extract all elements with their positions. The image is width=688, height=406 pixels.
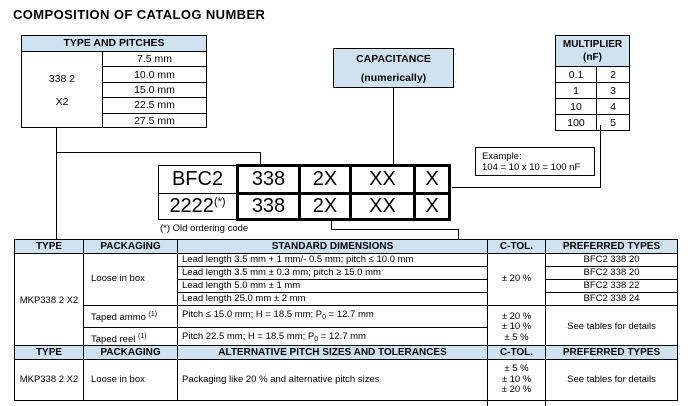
- table2-header-row: [15, 346, 678, 360]
- preferred-type: BFC2 338 20: [546, 254, 678, 267]
- pitch-item: 10.0 mm: [103, 67, 206, 82]
- col-header-standard-dimensions: STANDARD DIMENSIONS: [178, 240, 488, 254]
- col-header-packaging: PACKAGING: [84, 346, 178, 360]
- connector-multiplier-h: [452, 187, 601, 188]
- multiplier-code: 4: [610, 100, 616, 113]
- connector-capacitance: [393, 88, 394, 165]
- packaging-loose: Loose in box: [84, 360, 178, 401]
- type-cell: [22, 52, 103, 128]
- page-title: COMPOSITION OF CATALOG NUMBER: [13, 7, 266, 22]
- pitch-item: 7.5 mm: [103, 52, 206, 67]
- type-and-pitches-box: [21, 35, 207, 128]
- col-header-preferred-types: PREFERRED TYPES: [546, 346, 678, 360]
- col-header-preferred-types: PREFERRED TYPES: [546, 240, 678, 254]
- catalog-series: 338: [238, 166, 300, 194]
- footnote-ref: (1): [148, 310, 158, 318]
- multiplier-value: 1: [556, 83, 597, 98]
- dimension-value: Pitch ≤ 15.0 mm; H = 18.5 mm; $P_0 = 12.7$ mm: [178, 306, 488, 328]
- col-header-ctol: C-TOL.: [488, 240, 546, 254]
- table1-header-row: [15, 240, 678, 254]
- multiplier-row: [556, 83, 629, 99]
- catalog-multiplier-code: X: [415, 166, 450, 194]
- connector-type-to-table: [56, 128, 57, 239]
- old-code-asterisk: (*): [213, 196, 226, 208]
- multiplier-header-line1: MULTIPLIER: [562, 39, 623, 50]
- dimension-value: Lead length 5.0 mm ± 1 mm: [178, 280, 488, 293]
- multiplier-code: 3: [610, 84, 616, 97]
- pitch-list: [103, 52, 206, 128]
- catalog-multiplier-code: X: [415, 194, 450, 220]
- footnote-ref: (1): [138, 332, 147, 340]
- catalog-prefix-new: BFC2: [159, 166, 238, 194]
- catalog-capacitance-code: XX: [351, 166, 415, 194]
- multiplier-row: [556, 99, 629, 115]
- catalog-row-old: [159, 194, 450, 220]
- pitch-item: 27.5 mm: [134, 114, 175, 127]
- table-row: [15, 254, 678, 267]
- example-box: [475, 147, 595, 176]
- multiplier-value: 100: [556, 115, 597, 130]
- pitch-item: 22.5 mm: [103, 98, 206, 113]
- multiplier-header: [556, 36, 629, 67]
- catalog-row-new: [159, 166, 450, 194]
- preferred-type: BFC2 338 24: [546, 293, 678, 306]
- catalog-number-table: [158, 164, 451, 221]
- alt-pitch-description: Packaging like 20 % and alternative pitch sizes: [178, 360, 488, 401]
- dimension-value: Lead length 3.5 mm ± 0.3 mm; pitch ≥ 15.0 mm: [178, 267, 488, 280]
- capacitance-label: CAPACITANCE: [356, 52, 431, 65]
- packaging-taped-ammo: Taped ammo $^{(1)}$: [84, 306, 178, 328]
- col-header-type: TYPE: [15, 346, 84, 360]
- catalog-capacitance-code: XX: [351, 194, 415, 220]
- type-line-1: 338 2: [48, 72, 76, 85]
- connector-2x-v2: [458, 229, 459, 239]
- capacitance-box: [333, 48, 454, 88]
- pitch-item: 15.0 mm: [103, 83, 206, 98]
- multiplier-row: [556, 67, 629, 83]
- preferred-type: BFC2 338 22: [546, 280, 678, 293]
- catalog-pitch-code: 2X: [300, 166, 351, 194]
- table-row: [15, 306, 678, 328]
- type-line-2: X2: [55, 95, 69, 108]
- old-ordering-code-footnote: (*) Old ordering code: [160, 223, 249, 234]
- type-and-pitches-body: [22, 52, 206, 128]
- type-value: MKP338 2 X2: [15, 254, 84, 350]
- multiplier-row: [556, 115, 629, 130]
- cropped-column-stub: [487, 400, 488, 406]
- col-header-alternative-pitch: ALTERNATIVE PITCH SIZES AND TOLERANCES: [178, 346, 488, 360]
- dimension-value: Lead length 3.5 mm + 1 mm/- 0.5 mm; pitch ≤ 10.0 mm: [178, 254, 488, 267]
- cropped-column-stub: [545, 400, 546, 406]
- multiplier-code: 5: [610, 116, 616, 129]
- connector-2x-h: [331, 229, 459, 230]
- table-row: [15, 360, 678, 401]
- multiplier-header-line2: (nF): [583, 52, 602, 63]
- multiplier-code: 2: [610, 68, 616, 81]
- ctol-taped: ± 20 % ± 10 % ± 5 %: [488, 306, 546, 350]
- ctol-loose: ± 20 %: [488, 254, 546, 306]
- preferred-taped: See tables for details: [546, 306, 678, 350]
- example-formula: 104 = 10 x 10 = 100 nF: [482, 162, 581, 173]
- catalog-series: 338: [238, 194, 300, 220]
- col-header-type: TYPE: [15, 240, 84, 254]
- capacitance-sublabel: (numerically): [360, 71, 427, 84]
- alternative-pitch-table: [14, 345, 678, 401]
- preferred-type: BFC2 338 20: [546, 267, 678, 280]
- col-header-packaging: PACKAGING: [84, 240, 178, 254]
- catalog-prefix-old: 2222(*): [159, 194, 238, 220]
- catalog-pitch-code: 2X: [300, 194, 351, 220]
- dimension-value: Pitch 22.5 mm; H = 18.5 mm; $P_0 = 12.7$ mm: [178, 328, 488, 350]
- multiplier-value: 10: [556, 99, 597, 114]
- type-value: MKP338 2 X2: [15, 360, 84, 401]
- multiplier-value: 0.1: [556, 67, 597, 82]
- connector-multiplier-v: [600, 125, 601, 188]
- packaging-taped-reel: Taped reel $^{(1)}$: [84, 328, 178, 350]
- packaging-loose: Loose in box: [84, 254, 178, 306]
- multiplier-table: [555, 35, 630, 131]
- type-and-pitches-header: TYPE AND PITCHES: [22, 36, 206, 52]
- example-label: Example:: [482, 151, 522, 162]
- col-header-ctol: C-TOL.: [488, 346, 546, 360]
- ctol-alt: ± 5 % ± 10 % ± 20 %: [488, 360, 546, 401]
- dimension-value: Lead length 25.0 mm ± 2 mm: [178, 293, 488, 306]
- connector-type-branch-h: [56, 152, 261, 153]
- preferred-alt: See tables for details: [546, 360, 678, 401]
- standard-dimensions-table: [14, 239, 678, 350]
